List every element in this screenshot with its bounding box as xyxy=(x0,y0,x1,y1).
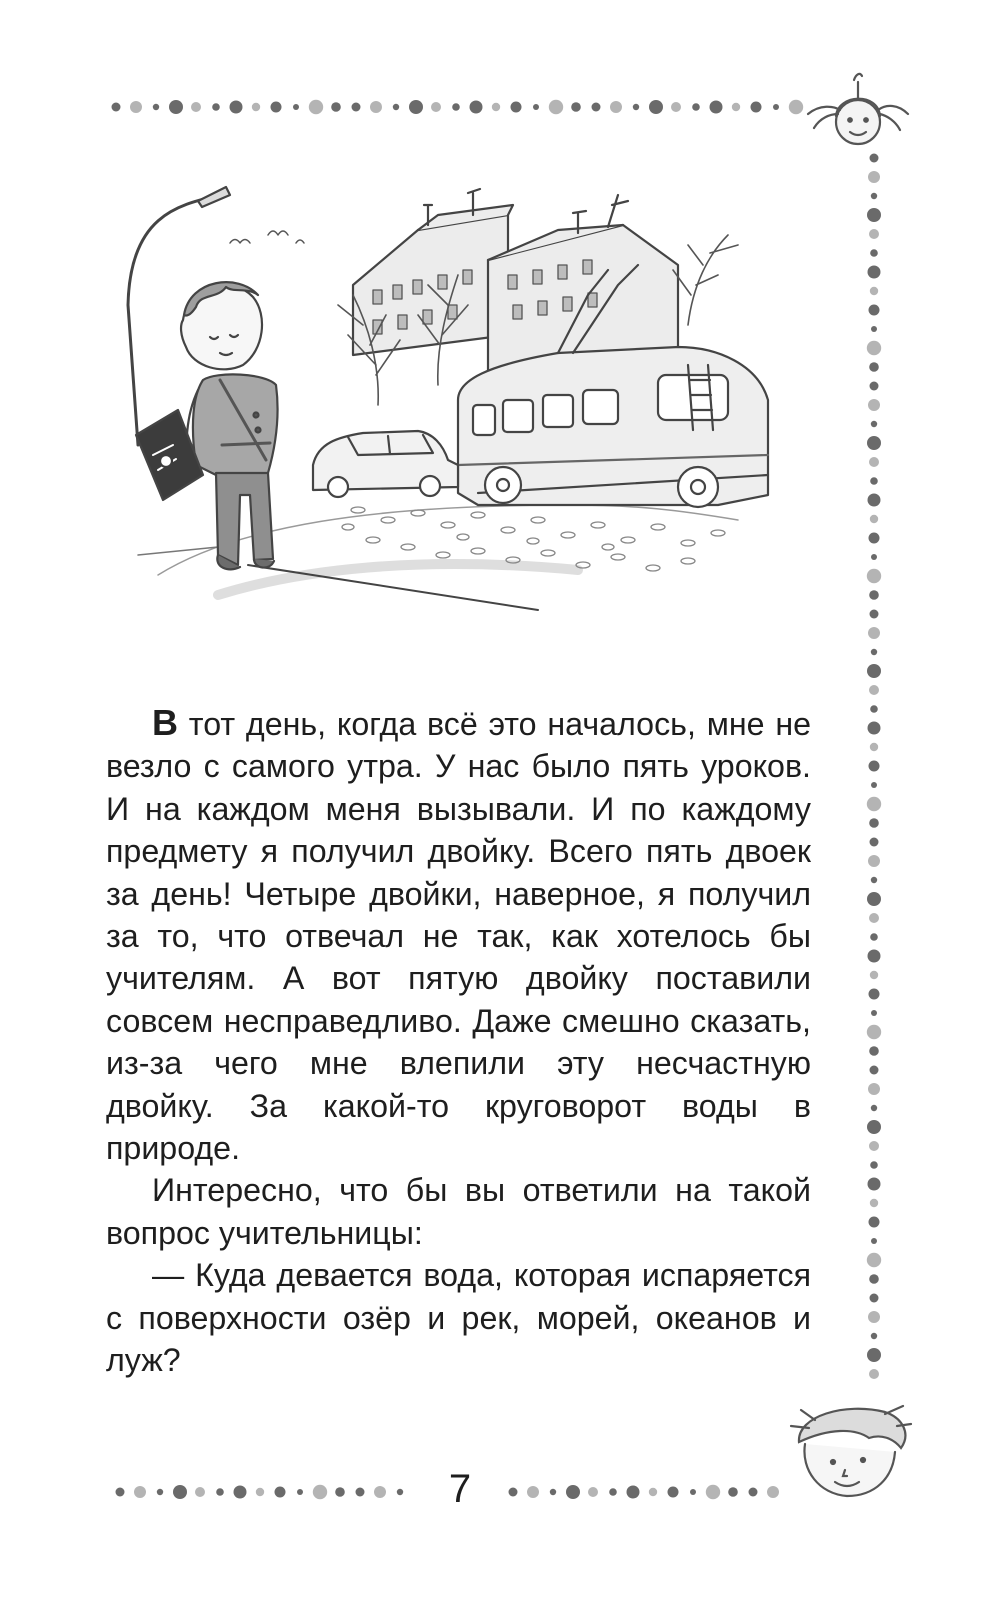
border-dot xyxy=(869,229,879,239)
girl-face-icon xyxy=(800,70,912,156)
border-dot xyxy=(871,1238,877,1244)
border-dot xyxy=(271,102,282,113)
border-dot xyxy=(588,1487,598,1497)
border-dot xyxy=(309,100,323,114)
border-dot xyxy=(511,102,522,113)
border-dot xyxy=(871,554,877,560)
border-dot xyxy=(431,102,441,112)
border-dot xyxy=(169,100,183,114)
border-dot xyxy=(509,1488,518,1497)
paragraph-3: — Куда девается вода, которая испаряется с поверхности озёр и рек, морей, океанов и луж? xyxy=(106,1257,811,1379)
border-dot xyxy=(870,515,878,523)
border-dot xyxy=(550,1489,556,1495)
border-dot xyxy=(867,341,881,355)
border-dot xyxy=(692,103,700,111)
border-dot xyxy=(869,362,879,372)
border-dot xyxy=(234,1486,247,1499)
right-dotted-border xyxy=(862,150,886,1390)
border-dot xyxy=(868,1178,881,1191)
border-dot xyxy=(868,627,880,639)
border-dot xyxy=(868,722,881,735)
border-dot xyxy=(116,1488,125,1497)
border-dot xyxy=(275,1487,286,1498)
border-dot xyxy=(868,950,881,963)
border-dot xyxy=(492,103,500,111)
border-dot xyxy=(867,797,881,811)
border-dot xyxy=(871,421,877,427)
border-dot xyxy=(871,877,877,883)
border-dot xyxy=(868,399,880,411)
border-dot xyxy=(869,1046,879,1056)
page-number: 7 xyxy=(448,1467,472,1511)
border-dot xyxy=(749,1488,758,1497)
border-dot xyxy=(191,102,201,112)
border-dot xyxy=(773,104,779,110)
border-dot xyxy=(867,1253,881,1267)
border-dot xyxy=(452,103,460,111)
border-dot xyxy=(869,533,880,544)
border-dot xyxy=(627,1486,640,1499)
border-dot xyxy=(868,1311,880,1323)
border-dot xyxy=(610,101,622,113)
border-dot xyxy=(533,104,539,110)
border-dot xyxy=(871,326,877,332)
border-dot xyxy=(867,664,881,678)
border-dot xyxy=(869,305,880,316)
border-dot xyxy=(870,287,878,295)
border-dot xyxy=(335,1487,345,1497)
border-dot xyxy=(297,1489,303,1495)
border-dot xyxy=(870,743,878,751)
border-dot xyxy=(157,1489,163,1495)
border-dot xyxy=(549,100,563,114)
border-dot xyxy=(331,102,341,112)
bottom-dotted-border-left xyxy=(112,1480,422,1504)
boy-face-icon xyxy=(785,1398,915,1510)
border-dot xyxy=(293,104,299,110)
border-dot xyxy=(212,103,220,111)
border-dot xyxy=(870,1066,879,1075)
border-dot xyxy=(871,1333,877,1339)
border-dot xyxy=(869,989,880,1000)
border-dot xyxy=(869,761,880,772)
border-dot xyxy=(869,685,879,695)
border-dot xyxy=(870,971,878,979)
border-dot xyxy=(728,1487,738,1497)
border-dot xyxy=(671,102,681,112)
border-dot xyxy=(869,818,879,828)
border-dot xyxy=(751,102,762,113)
border-dot xyxy=(871,1105,877,1111)
border-dot xyxy=(649,100,663,114)
border-dot xyxy=(352,103,361,112)
bottom-dotted-border-right xyxy=(505,1480,785,1504)
paragraph-1 xyxy=(106,702,811,1169)
border-dot xyxy=(527,1486,539,1498)
border-dot xyxy=(134,1486,146,1498)
street-scene-group xyxy=(128,187,768,610)
border-dot xyxy=(868,1083,880,1095)
border-dot xyxy=(668,1487,679,1498)
border-dot xyxy=(370,101,382,113)
border-dot xyxy=(566,1485,580,1499)
border-dot xyxy=(706,1485,720,1499)
border-dot xyxy=(870,382,879,391)
border-dot xyxy=(767,1486,779,1498)
border-dot xyxy=(867,569,881,583)
border-dot xyxy=(633,104,639,110)
border-dot xyxy=(153,104,159,110)
border-dot xyxy=(870,705,878,713)
border-dot xyxy=(871,782,877,788)
border-dot xyxy=(409,100,423,114)
border-dot xyxy=(869,1369,879,1379)
border-dot xyxy=(732,103,740,111)
border-dot xyxy=(867,892,881,906)
border-dot xyxy=(867,208,881,222)
border-dot xyxy=(869,457,879,467)
border-dot xyxy=(374,1486,386,1498)
border-dot xyxy=(871,1010,877,1016)
border-dot xyxy=(870,1294,879,1303)
border-dot xyxy=(871,649,877,655)
border-dot xyxy=(868,266,881,279)
border-dot xyxy=(870,610,879,619)
border-dot xyxy=(870,1199,878,1207)
border-dot xyxy=(609,1488,617,1496)
paragraph-1-text: тот день, когда всё это началось, мне не везло с самого утра. У нас было пять уроков. И на каждом меня вызывали. И по каждому предмету я получил двойку. Всего пять двоек за день! Четыре двойки, наверное, я получил за то, что отвечал не так, как хотелось бы учителям. А вот пятую двойку поставили совсем несправедливо. Даже смешно сказать, из-за чего мне влепили эту несчастную двойку. За какой-то круговорот воды в природе. xyxy=(106,706,811,1167)
top-dotted-border xyxy=(108,95,818,119)
story-text xyxy=(106,702,811,1382)
border-dot xyxy=(356,1488,365,1497)
border-dot xyxy=(173,1485,187,1499)
border-dot xyxy=(867,1025,881,1039)
paragraph-2: Интересно, что бы вы ответили на такой вопрос учительницы: xyxy=(106,1172,811,1251)
border-dot xyxy=(130,101,142,113)
border-dot xyxy=(870,838,879,847)
border-dot xyxy=(869,913,879,923)
border-dot xyxy=(256,1488,264,1496)
border-dot xyxy=(216,1488,224,1496)
drop-cap: В xyxy=(152,702,178,743)
border-dot xyxy=(869,1141,879,1151)
border-dot xyxy=(252,103,260,111)
border-dot xyxy=(868,171,880,183)
border-dot xyxy=(870,477,878,485)
border-dot xyxy=(397,1489,403,1495)
border-dot xyxy=(870,249,878,257)
border-dot xyxy=(393,104,399,110)
border-dot xyxy=(195,1487,205,1497)
border-dot xyxy=(869,1274,879,1284)
border-dot xyxy=(867,1120,881,1134)
border-dot xyxy=(710,101,723,114)
border-dot xyxy=(592,103,601,112)
street-scene-illustration xyxy=(118,175,783,635)
border-dot xyxy=(868,494,881,507)
border-dot xyxy=(867,436,881,450)
border-dot xyxy=(470,101,483,114)
border-dot xyxy=(869,590,879,600)
border-dot xyxy=(230,101,243,114)
border-dot xyxy=(649,1488,657,1496)
border-dot xyxy=(571,102,581,112)
border-dot xyxy=(871,193,877,199)
border-dot xyxy=(313,1485,327,1499)
border-dot xyxy=(867,1348,881,1362)
border-dot xyxy=(870,933,878,941)
border-dot xyxy=(690,1489,696,1495)
border-dot xyxy=(112,103,121,112)
border-dot xyxy=(868,855,880,867)
border-dot xyxy=(870,1161,878,1169)
border-dot xyxy=(869,1217,880,1228)
